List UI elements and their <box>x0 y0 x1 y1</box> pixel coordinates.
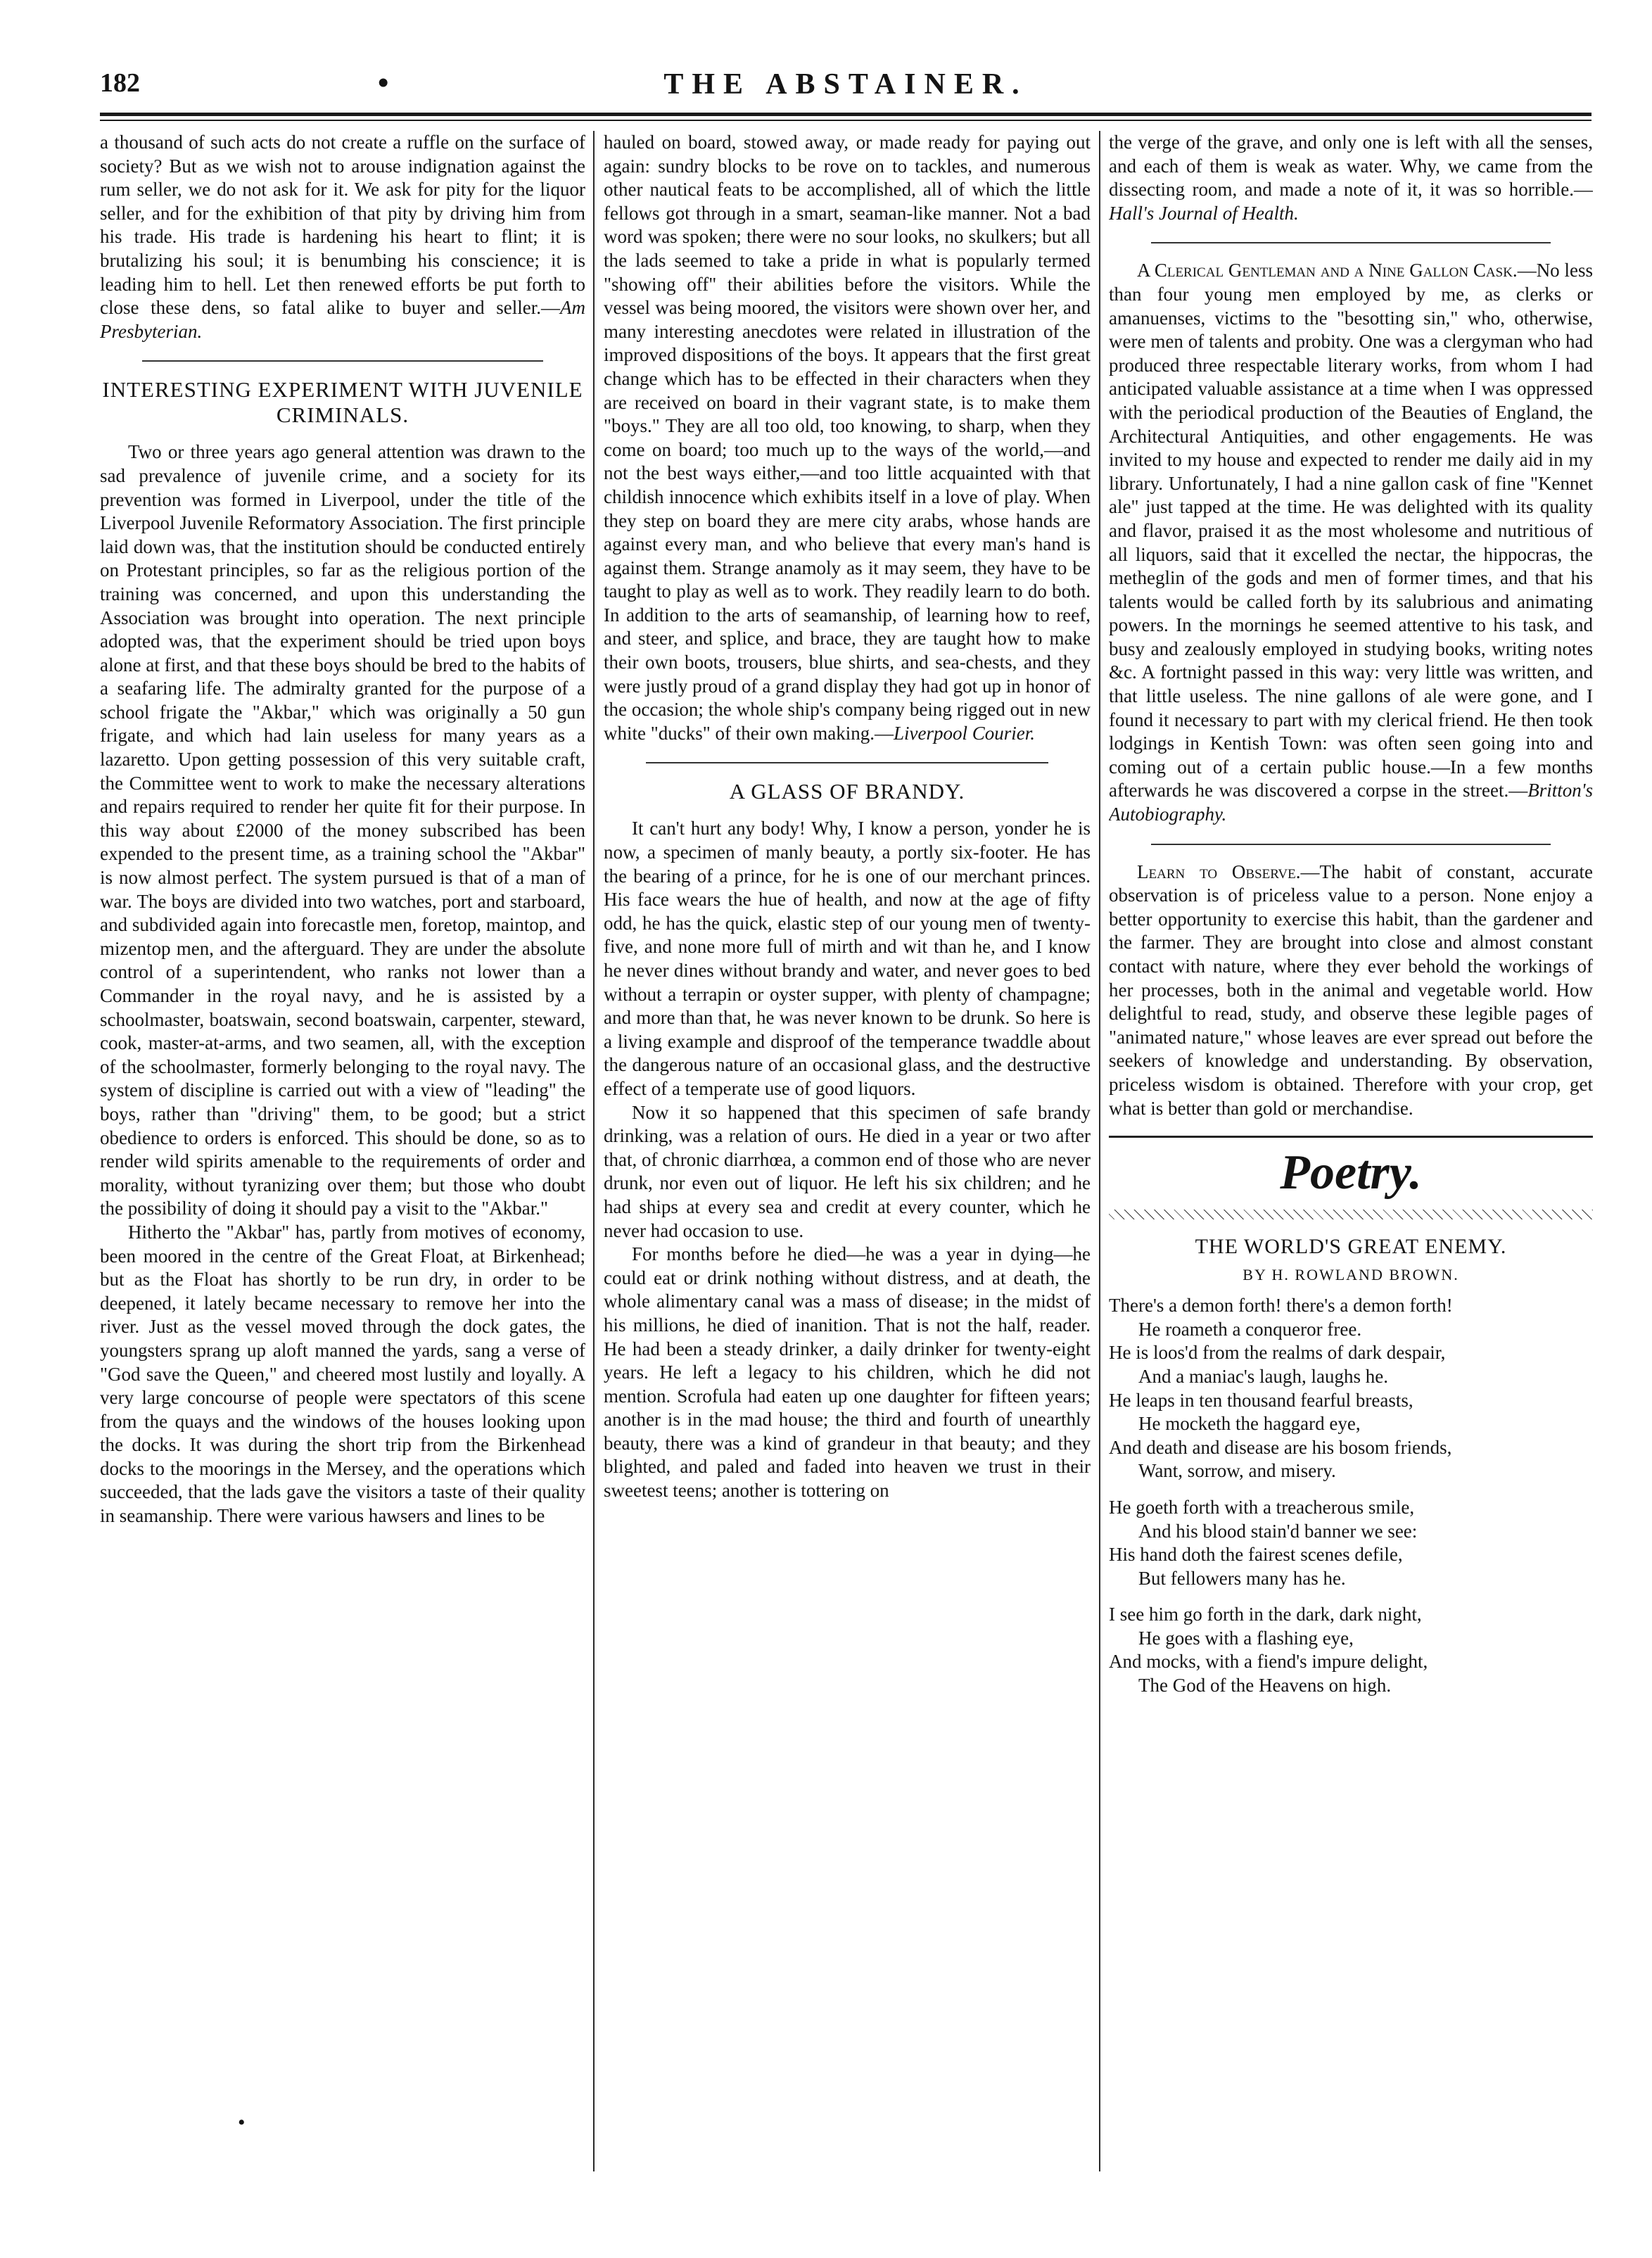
article-separator <box>1151 844 1551 845</box>
article-paragraph: Hitherto the "Akbar" has, partly from motives of economy, been moored in the centre of the Great Float, at Birkenhead; but as the Float has shortly to be run dry, in order to be deepened, it lately became necessary to remove her into the river. Just as the vessel moved through the dock gates, the youngsters sprang up aloft manned the yards, sang a verse of "God save the Queen," and cheered most lustily and loyally. A very large concourse of people were spectators of this scene from the quays and the windows of the houses looking upon the docks. It was during the short trip from the Birkenhead docks to the moorings in the Mersey, and the operations which succeeded, that the lads gave the visitors a taste of their quality in seamanship. There were various hawsers and lines to be <box>100 1221 585 1527</box>
ornament-rule <box>1109 1210 1593 1219</box>
poem-line: His hand doth the fairest scenes defile, <box>1109 1544 1403 1566</box>
article-paragraph: For months before he died—he was a year in dying—he could eat or drink nothing without distress, and at death, the whole alimentary canal was a mass of disease; in the midst of his millions, he died of inanition. That is not the half, reader. He had been a steady drinker, a daily drinker for twenty-eight years. He left a legacy to his children, which he did not mention. Scrofula had eaten up one daughter for fifteen years; another is in the mad house; the third and fourth of unearthly beauty, there was a kind of grandeur in that beauty; and they blighted, and paled and faded into heaven we trust in their sweetest teens; another is tottering on <box>604 1243 1091 1502</box>
article-paragraph: Now it so happened that this specimen of safe brandy drinking, was a relation of ours. He died in a year or two after that, of chronic diarrhœa, a common end of those who are never drunk, nor even out of liquor. He left his six children; and he had ships at every sea and credit at every counter, which he never had occasion to use. <box>604 1101 1091 1241</box>
column-divider <box>1099 131 1100 2171</box>
poem-stanza <box>1109 1603 1593 1697</box>
continuation-source: Hall's Journal of Health. <box>1109 202 1299 224</box>
poem-stanza <box>1109 1496 1593 1590</box>
poem-line: And mocks, with a fiend's impure delight, <box>1109 1651 1428 1673</box>
poem-line: There's a demon forth! there's a demon forth! <box>1109 1295 1453 1317</box>
paragraph-text: —The habit of constant, accurate observation is of priceless value to a person. None enjoy a better opportunity to exercise this habit, than the gardener and the farmer. They are brought into close and almost constant contact with nature, where they ever behold the workings of her processes, both in the animal and vegetable world. How delightful to read, study, and observe these legible pages of "animated nature," whose leaves are ever spread out before the seekers of knowledge and understanding. By observation, priceless wisdom is obtained. Therefore with your crop, get what is better than gold or merchandise. <box>1109 861 1593 1119</box>
poem-line: He roameth a conqueror free. <box>1138 1318 1362 1340</box>
poem-byline: BY H. ROWLAND BROWN. <box>1243 1266 1459 1284</box>
article-paragraph: Two or three years ago general attention was drawn to the sad prevalence of juvenile crime, and a society for its prevention was formed in Liverpool, under the title of the Liverpool Juvenile Reformatory Association. The first principle laid down was, that the institution should be conducted entirely on Protestant principles, so far as the religious portion of the training was concerned, and upon this understanding the Association was brought into operation. The next principle adopted was, that the experiment should be tried upon boys alone at first, and that these boys should be bred to the habits of a seafaring life. The admiralty granted for the purpose of a school frigate the "Akbar," which was originally a 50 gun frigate, and which had lain useless for many years as a lazaretto. Upon getting possession of this very suitable craft, the Committee went to work to make the necessary alterations and repairs required to render her quite fit for their purpose. In this way about £2000 of the money subscribed has been expended to the present time, as a training school the "Akbar" is now almost perfect. The system pursued is that of a man of war. The boys are divided into two watches, port and starboard, and subdivided again into forecastle men, foretop, maintop, and mizentop men, and the afterguard. They are under the absolute control of a superintendent, who ranks not lower than a Commander in the royal navy, and he is assisted by a schoolmaster, boatswain, second boatswain, carpenter, steward, cook, master-at-arms, and two seamen, all, with the exception of the schoolmaster, formerly belonging to the royal navy. The system of discipline is carried out with a view of "leading" the boys, rather than "driving" them, to be good; but a strict obedience to orders is enforced. This should be done, so as to render wild spirits amenable to the requirements of order and morality, without tyranizing over them; but those who doubt the possibility of doing it should pay a visit to the "Akbar." <box>100 441 585 1219</box>
paragraph-heading: A Clerical Gentleman and a Nine Gallon Cask. <box>1137 260 1518 281</box>
clerical-paragraph <box>1109 259 1593 826</box>
continuation-source: Liverpool Courier. <box>893 722 1035 744</box>
poem-line: I see him go forth in the dark, dark night, <box>1109 1604 1422 1625</box>
header-rule <box>100 113 1591 116</box>
footer-mark: • <box>238 2111 246 2134</box>
header-bullet: • <box>378 65 389 100</box>
article-paragraph: It can't hurt any body! Why, I know a person, yonder he is now, a specimen of manly beauty, a portly six-footer. He has the bearing of a prince, for he is one of our merchant princes. His face wears the hue of health, and now at the age of fifty odd, he has the quick, elastic step of our young men of twenty-five, and none more full of mirth and wit than he, and I know he never dines without brandy and water, and never goes to bed without a terrapin or oyster supper, with plenty of champagne; and more than that, he was never known to be drunk. So here is a living example and disproof of the temperance twaddle about the dangerous nature of an occasional glass, and the destructive effect of a temperate use of good liquors. <box>604 818 1091 1099</box>
poem-line: He mocketh the haggard eye, <box>1138 1413 1361 1435</box>
poem-line: And his blood stain'd banner we see: <box>1138 1520 1418 1542</box>
article-continuation <box>604 131 1091 745</box>
poem-line: He is loos'd from the realms of dark despair, <box>1109 1342 1446 1364</box>
article-continuation <box>100 131 585 343</box>
article-separator <box>1151 242 1551 243</box>
paragraph-text: —No less than four young men employed by me, as clerks or amanuenses, victims to the "besotting sin," who, otherwise, were men of talents and probity. One was a clergyman who had produced three respectable literary works, from whom I had anticipated valuable assistance at a time when I was oppressed with the periodical production of the Beauties of England, the Architectural Antiquities, and other engagements. He was invited to my house and expected to render me daily aid in my library. Unfortunately, I had a nine gallon cask of fine "Kennet ale" just tapped at the time. He was delighted with its quality and flavor, praised it as the most wholesome and nutritious of all liquors, said that it excelled the nectar, the hippocras, the metheglin of the gods and men of former times, and that his talents would be called forth by its salubrious and animating powers. In the mornings he seemed attentive to his task, and busy and zealously employed in studying books, writing notes &c. A fortnight passed in this way: very little was written, and that little useless. The nine gallons of ale were gone, and I found it necessary to part with my clerical friend. He then took lodgings in Kentish Town: was often seen going into and coming out of a certain public house.—In a few months afterwards he was discovered a corpse in the street.— <box>1109 260 1593 801</box>
section-rule <box>1109 1136 1593 1138</box>
observe-paragraph <box>1109 861 1593 1121</box>
poem-title: THE WORLD'S GREAT ENEMY. <box>1195 1235 1507 1259</box>
poem-line: And a maniac's laugh, laughs he. <box>1138 1365 1389 1387</box>
continuation-text: a thousand of such acts do not create a ruffle on the surface of society? But as we wish not to arouse indignation against the rum seller, we do not ask for it. We ask for pity for the liquor seller, and for the exhibition of that pity by driving him from his trade. His trade is hardening his heart to flint; it is brutalizing his soul; it is benumbing his conscience; it is leading him to hell. Let then renewed efforts be put forth to close these dens, so fatal alike to buyer and seller.— <box>100 132 585 319</box>
poem-line: Want, sorrow, and misery. <box>1138 1460 1336 1482</box>
page-number: 182 <box>100 68 140 98</box>
article-title: INTERESTING EXPERIMENT WITH JUVENILE CRIMINALS. <box>102 377 583 428</box>
article-separator <box>142 360 543 362</box>
journal-title: THE ABSTAINER. <box>663 68 1028 101</box>
page-header <box>100 65 1591 110</box>
poem-line: He goeth forth with a treacherous smile, <box>1109 1496 1415 1518</box>
poem-stanza <box>1109 1294 1593 1483</box>
column-middle <box>604 131 1091 2193</box>
column-right <box>1109 131 1593 2193</box>
article-continuation <box>1109 131 1593 225</box>
poetry-heading: Poetry. <box>1280 1146 1422 1200</box>
header-rule-thin <box>100 120 1591 121</box>
continuation-source: Am Presbyterian. <box>100 297 585 342</box>
paragraph-source: Britton's Autobiography. <box>1109 780 1593 825</box>
poem-line: The God of the Heavens on high. <box>1138 1675 1392 1696</box>
poem-line: He leaps in ten thousand fearful breasts, <box>1109 1389 1413 1411</box>
poem-line: But fellowers many has he. <box>1138 1567 1346 1589</box>
article-separator <box>646 762 1048 763</box>
continuation-text: hauled on board, stowed away, or made ready for paying out again: sundry blocks to be rove on to tackles, and numerous other nautical feats to be accomplished, all of which the little fellows got through in a smart, seaman-like manner. Not a bad word was spoken; there were no sour looks, no skulkers; but all the lads seemed to take a pride in what is popularly termed "showing off" their abilities before the visitors. While the vessel was being moored, the visitors were shown over her, and many interesting anecdotes were related in illustration of the improved dispositions of the boys. It appears that the first great change which has to be effected in their characters when they are received on board in their vagrant state, is to make them "boys." They are all too old, too knowing, to sharp, when they come on board; too much up to the ways of the world,—and not the best ways either,—and too little acquainted with that childish innocence which exhibits itself in a love of play. When they step on board they are mere city arabs, whose hands are against every man, and who believe that every man's hand is against them. Strange anamoly as it may seem, they have to be taught to play as well as to work. They readily learn to do both. In addition to the arts of seamanship, of learning how to reef, and steer, and splice, and brace, they are taught how to make their own boots, trousers, blue shirts, and sea-chests, and they were justly proud of a grand display they had got up in honor of the occasion; the whole ship's company being rigged out in new white "ducks" of their own making.— <box>604 132 1091 744</box>
continuation-text: the verge of the grave, and only one is left with all the senses, and each of them is weak as water. Why, we came from the dissecting room, and made a note of it, it was so horrible.— <box>1109 132 1593 201</box>
poem-line: He goes with a flashing eye, <box>1138 1627 1354 1649</box>
article-title: A GLASS OF BRANDY. <box>729 779 965 804</box>
poem-line: And death and disease are his bosom friends, <box>1109 1436 1452 1458</box>
paragraph-heading: Learn to Observe. <box>1137 861 1301 882</box>
column-divider <box>593 131 595 2171</box>
column-left <box>100 131 585 2193</box>
